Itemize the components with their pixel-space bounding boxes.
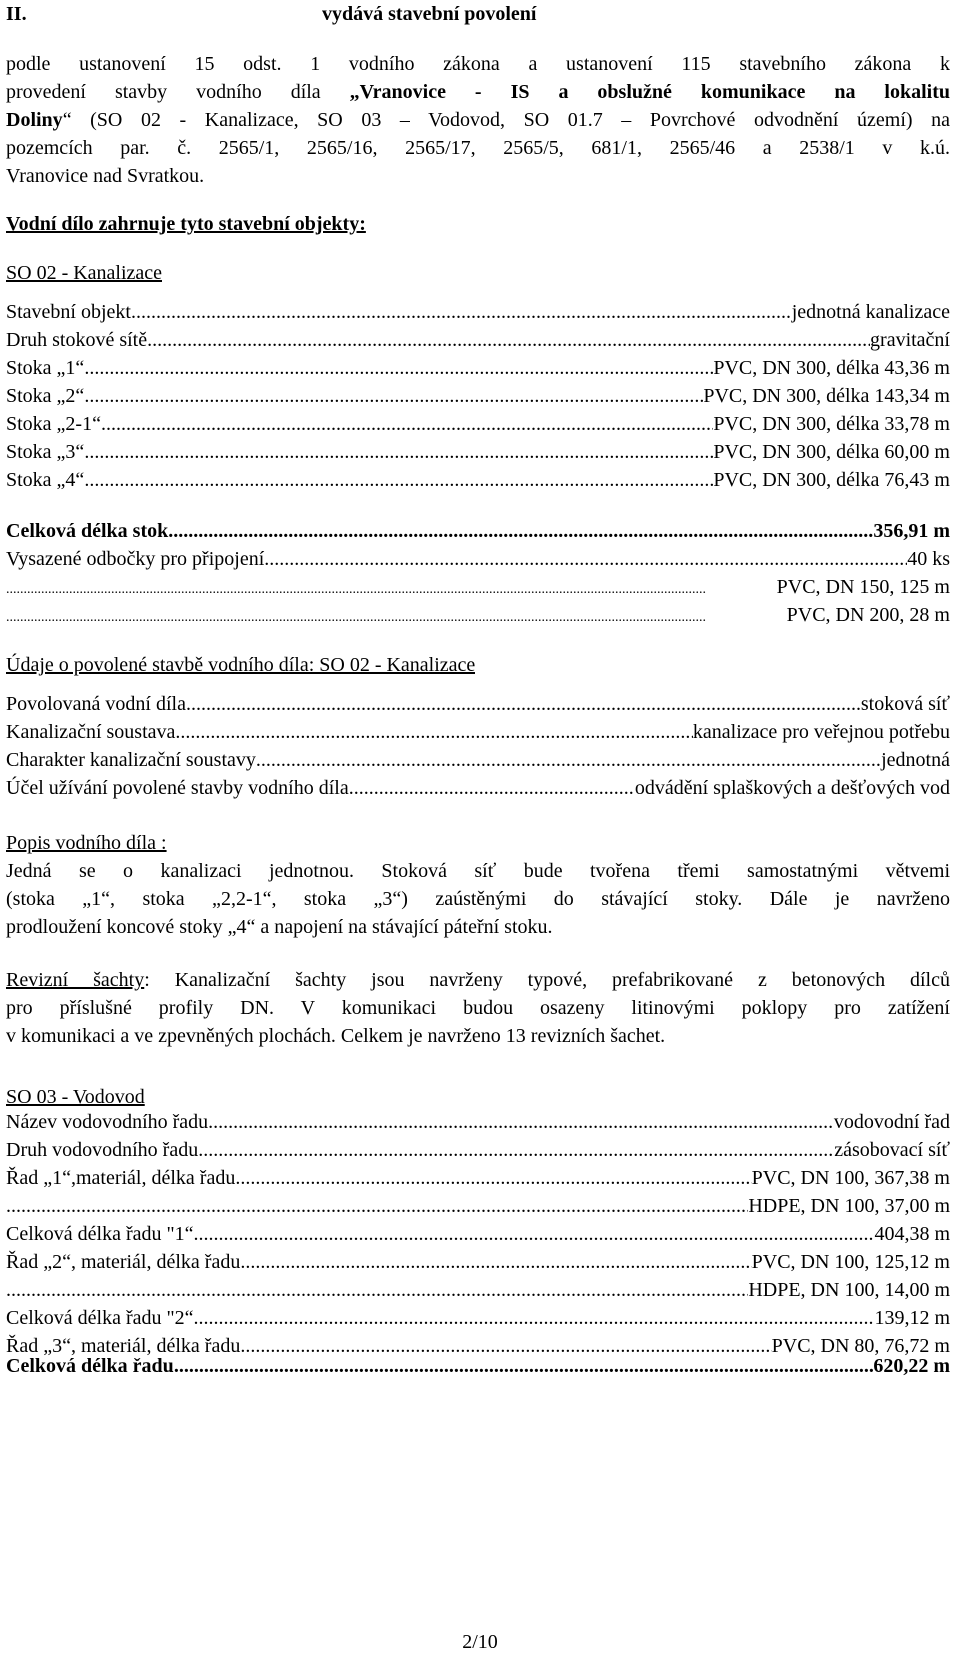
permit-row: Kanalizační soustava ..... kanalizace pro veřejnou potřebu <box>6 718 950 746</box>
intro-line: podle ustanovení 15 odst. 1 vodního zákona a ustanovení 115 stavebního zákona k <box>6 53 950 75</box>
description-paragraph <box>6 857 950 941</box>
so02-row: Stoka „3“ ..... PVC, DN 300, délka 60,00 m <box>6 438 950 466</box>
so03-row: Celková délka řadu "2“ ..... 139,12 m <box>6 1304 950 1332</box>
so02-row: Stoka „1“ ..... PVC, DN 300, délka 43,36 m <box>6 354 950 382</box>
so03-row: Druh vodovodního řadu ..... zásobovací síť <box>6 1136 950 1164</box>
so02-title: SO 02 - Kanalizace <box>6 262 163 284</box>
manholes-paragraph <box>6 966 950 1050</box>
intro-line: pozemcích par. č. 2565/1, 2565/16, 2565/17, 2565/5, 681/1, 2565/46 a 2538/1 v k.ú. <box>6 137 950 159</box>
so02-row: Stavební objekt ..... jednotná kanalizace <box>6 298 950 326</box>
description-heading: Popis vodního díla : <box>6 832 167 854</box>
permit-heading: Údaje o povolené stavbě vodního díla: SO 02 - Kanalizace <box>6 654 476 676</box>
so03-row: Řad „2“, materiál, délka řadu ..... PVC, DN 100, 125,12 m <box>6 1248 950 1276</box>
so03-row: Řad „3“, materiál, délka řadu ..... PVC, DN 80, 76,72 m <box>6 1332 950 1360</box>
intro-paragraph <box>6 50 950 190</box>
intro-line: Doliny“ (SO 02 - Kanalizace, SO 03 – Vodovod, SO 01.7 – Povrchové odvodnění území) na <box>6 109 950 131</box>
so02-row: Stoka „4“ ..... PVC, DN 300, délka 76,43 m <box>6 466 950 494</box>
permit-row: Účel užívání povolené stavby vodního díla ..... odvádění splaškových a dešťových vod <box>6 774 950 802</box>
so02-row: Druh stokové sítě ..... gravitační <box>6 326 950 354</box>
so03-title: SO 03 - Vodovod <box>6 1086 145 1108</box>
description-line: (stoka „1“, stoka „2,2-1“, stoka „3“) zaústěnými do stávající stoky. Dále je navrženo <box>6 888 950 910</box>
so03-row: ..... HDPE, DN 100, 14,00 m <box>6 1276 950 1304</box>
so02-list <box>6 298 950 494</box>
section-title: vydává stavební povolení <box>322 3 537 25</box>
so02-row: Stoka „2“ ..... PVC, DN 300, délka 143,34 m <box>6 382 950 410</box>
manholes-heading: Revizní šachty <box>6 969 145 991</box>
so03-row: ..... HDPE, DN 100, 37,00 m <box>6 1192 950 1220</box>
so03-row: Celková délka řadu "1“ ..... 404,38 m <box>6 1220 950 1248</box>
so03-list <box>6 1108 950 1360</box>
so03-total-row: Celková délka řadu ..... 620,22 m <box>6 1352 950 1380</box>
so02-totals <box>6 517 950 629</box>
objects-heading: Vodní dílo zahrnuje tyto stavební objekty: <box>6 213 366 235</box>
intro-line: provedení stavby vodního díla „Vranovice - IS a obslužné komunikace na lokalitu <box>6 81 950 103</box>
description-line: Jedná se o kanalizaci jednotnou. Stoková síť bude tvořena třemi samostatnými větvemi <box>6 860 950 882</box>
so03-row: Řad „1“,materiál, délka řadu ..... PVC, DN 100, 367,38 m <box>6 1164 950 1192</box>
permit-row: Povolovaná vodní díla ..... stoková síť <box>6 690 950 718</box>
so02-row: Stoka „2-1“ ..... PVC, DN 300, délka 33,78 m <box>6 410 950 438</box>
so03-row: Název vodovodního řadu ..... vodovodní řad <box>6 1108 950 1136</box>
page-number: 2/10 <box>462 1631 498 1653</box>
description-line: prodloužení koncové stoky „4“ a napojení na stávající páteřní stoku. <box>6 916 553 938</box>
manholes-line: Revizní šachty: Kanalizační šachty jsou navrženy typové, prefabrikované z betonových dílců <box>6 969 950 991</box>
manholes-line: v komunikaci a ve zpevněných plochách. Celkem je navrženo 13 revizních šachet. <box>6 1025 666 1047</box>
so02-branches-row: Vysazené odbočky pro připojení ..... 40 ks <box>6 545 950 573</box>
so02-branch-pipe-row: ..... PVC, DN 150, 125 m <box>6 573 950 601</box>
permit-row: Charakter kanalizační soustavy ..... jednotná <box>6 746 950 774</box>
so03-total <box>6 1352 950 1380</box>
section-number: II. <box>6 3 27 25</box>
manholes-line: pro příslušné profily DN. V komunikaci budou osazeny litinovými poklopy pro zatížení <box>6 997 950 1019</box>
intro-line: Vranovice nad Svratkou. <box>6 165 205 187</box>
so02-total-row: Celková délka stok ..... 356,91 m <box>6 517 950 545</box>
permit-list <box>6 690 950 802</box>
so02-branch-pipe-row: ..... PVC, DN 200, 28 m <box>6 601 950 629</box>
